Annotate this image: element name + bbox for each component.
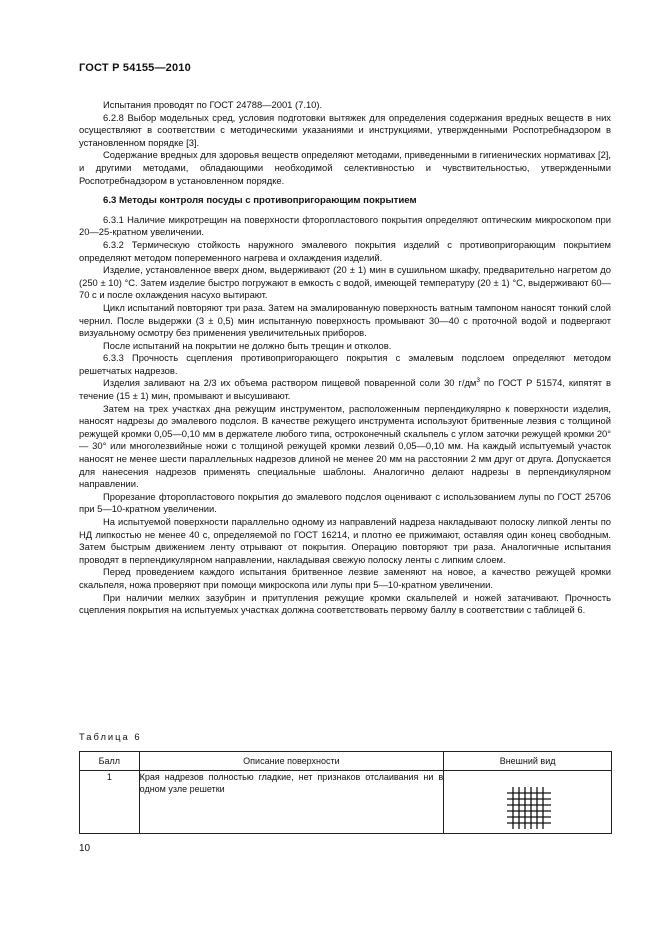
document-body — [79, 92, 611, 617]
section-heading: 6.3 Методы контроля посуды с противопригорающим покрытием — [103, 195, 417, 207]
paragraph: После испытаний на покрытии не должно быть трещин и отколов. — [103, 339, 392, 351]
paragraph: Изделие, установленное вверх дном, выдерживают (20 ± 1) мин в сушильном шкафу, предварительно нагретом до (250 ± 10) °С. Затем изделие быстро погружают в емкость с водой, имеющей температуру (20 ± 1) °С, выдерживают 60—70 с и после охлаждения насухо вытирают. — [79, 264, 611, 301]
paragraph-text: по ГОСТ Р 51574, кипятят в течение (15 ± 1) мин, промывают и высушивают. — [79, 377, 611, 402]
paragraph: 6.2.8 Выбор модельных сред, условия подготовки вытяжек для определения содержания вредных веществ в них осуществляют в соответствии с методическими указаниями и инструкциями, утвержденными Роспотребнадзором в установленном порядке [3]. — [79, 111, 611, 148]
document-header: ГОСТ Р 54155—2010 — [79, 62, 191, 74]
score-cell: 1 — [80, 771, 140, 834]
paragraph — [79, 377, 611, 402]
page-number: 10 — [79, 843, 91, 854]
paragraph: Перед проведением каждого испытания бритвенное лезвие заменяют на новое, а качество режущей кромки скальпеля, ножа проверяют при помощи микроскопа или лупы при 5—10-кратном увеличении. — [79, 566, 611, 590]
paragraph: На испытуемой поверхности параллельно одному из направлений надреза накладывают полоску липкой ленты по НД липкостью не менее 40 с, определяемой по ГОСТ 16214, и плотно ее прижимают, оставляя один конец свободным. Затем быстрым движением ленту отрывают от покрытия. Операцию повторяют три раза. Аналогичные испытания проводят в перпендикулярном направлении, накладывая свежую полоску ленты с липким слоем. — [79, 516, 611, 565]
paragraph: Затем на трех участках дна режущим инструментом, расположенным перпендикулярно к поверхности изделия, наносят надрезы до эмалевого подслоя. В качестве режущего инструмента используют бритвенные лезвия с толщиной режущей кромки 0,05—0,10 мм в держателе любого типа, остроконечный скальпель с углом заточки режущей кромки 20° — 30° или многолезвийные ножи с толщиной режущей кромки лезвий 0,05—0,10 мм. На каждый испытуемый участок наносят не менее шести параллельных надрезов длиной не менее 20 мм на расстоянии 2 мм друг от друга. Допускается для нанесения надрезов применять специальные шаблоны. Аналогично делают надрезы в перпендикулярном направлении. — [79, 402, 611, 490]
table-6 — [79, 751, 612, 834]
appearance-cell — [444, 771, 612, 834]
column-header-score: Балл — [80, 752, 140, 771]
paragraph-text: Изделия заливают на 2/3 их объема раствором пищевой поваренной соли 30 г/дм — [103, 377, 477, 389]
column-header-description: Описание поверхности — [139, 752, 444, 771]
column-header-appearance: Внешний вид — [444, 752, 612, 771]
superscript: 3 — [476, 377, 480, 385]
table-caption: Таблица 6 — [79, 731, 142, 742]
paragraph: Цикл испытаний повторяют три раза. Затем на эмалированную поверхность ватным тампоном наносят тонкий слой чернил. После выдержки (3 ± 0,5) мин испытанную поверхность промывают 30—40 с проточной водой и подвергают визуальному осмотру без применения увеличительных приборов. — [79, 301, 611, 339]
paragraph: 6.3.3 Прочность сцепления противопригорающего покрытия с эмалевым подслоем определяют методом решетчатых надрезов. — [79, 352, 611, 376]
paragraph: 6.3.2 Термическую стойкость наружного эмалевого покрытия изделий с противопригорающим покрытием определяют методом попеременного нагрева и охлаждения изделий. — [79, 238, 611, 263]
paragraph: 6.3.1 Наличие микротрещин на поверхности фторопластового покрытия определяют оптическим микроскопом при 20—25-кратном увеличении. — [79, 213, 611, 238]
table-header-row — [80, 752, 612, 771]
paragraph: Прорезание фторопластового покрытия до эмалевого подслоя оценивают с использованием лупы по ГОСТ 25706 при 5—10-кратном увеличении. — [79, 490, 611, 515]
lattice-cut-image — [505, 785, 553, 831]
paragraph: При наличии мелких зазубрин и притупления режущие кромки скальпелей и ножей затачивают. Прочность сцепления покрытия на испытуемых участках должна соответствовать первому баллу в соответствии с таблицей 6. — [79, 591, 611, 616]
paragraph: Испытания проводят по ГОСТ 24788—2001 (7.10). — [103, 99, 323, 110]
description-cell: Края надрезов полностью гладкие, нет признаков отслаивания ни в одном узле решетки — [139, 771, 444, 834]
table-row — [80, 771, 612, 834]
paragraph: Содержание вредных для здоровья веществ определяют методами, приведенными в гигиенических нормативах [2], и другими методами, обладающими необходимой селективностью и чувствительностью, утвержденными Роспотребнадзором в установленном порядке. — [79, 149, 611, 186]
